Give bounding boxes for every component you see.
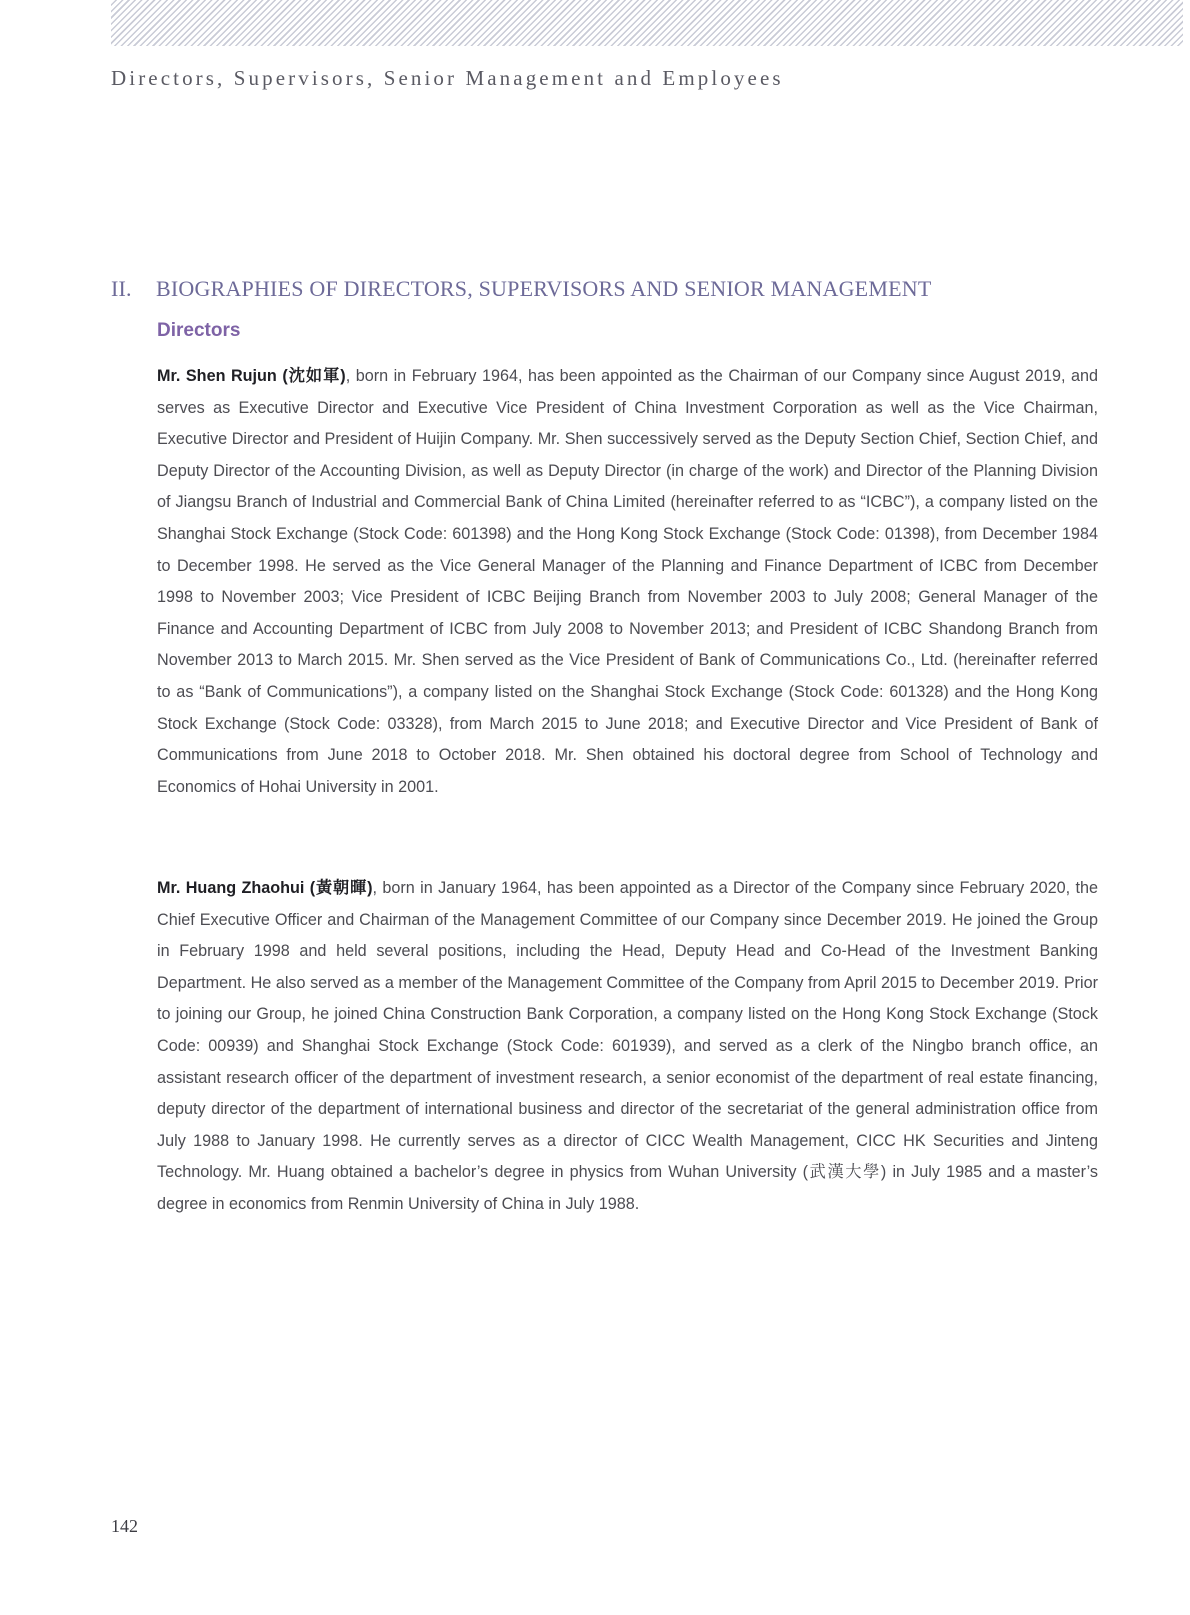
running-header: Directors, Supervisors, Senior Management and Employees: [111, 66, 784, 90]
header-hatch-band: [111, 0, 1183, 46]
subsection-title: Directors: [157, 320, 241, 341]
biography-name: Mr. Huang Zhaohui (黃朝暉): [157, 879, 373, 897]
section-number: II.: [111, 276, 132, 301]
biography-text: , born in February 1964, has been appointed as the Chairman of our Company since August 2019, and serves as Executive Director and Executive Vice President of China Investment Corporation as well as the Vice Chairman, Executive Director and President of Huijin Company. Mr. Shen successively served as the Deputy Section Chief, Section Chief, and Deputy Director of the Accounting Division, as well as Deputy Director (in charge of the work) and Director of the Planning Division of Jiangsu Branch of Industrial and Commercial Bank of China Limited (hereinafter referred to as “ICBC”), a company listed on the Shanghai Stock Exchange (Stock Code: 601398) and the Hong Kong Stock Exchange (Stock Code: 01398), from December 1984 to December 1998. He served as the Vice General Manager of the Planning and Finance Department of ICBC from December 1998 to November 2003; Vice President of ICBC Beijing Branch from November 2003 to July 2008; General Manager of the Finance and Accounting Department of ICBC from July 2008 to November 2013; and President of ICBC Shandong Branch from November 2013 to March 2015. Mr. Shen served as the Vice President of Bank of Communications Co., Ltd. (hereinafter referred to as “Bank of Communications”), a company listed on the Shanghai Stock Exchange (Stock Code: 601328) and the Hong Kong Stock Exchange (Stock Code: 03328), from March 2015 to June 2018; and Executive Director and Vice President of Bank of Communications from June 2018 to October 2018. Mr. Shen obtained his doctoral degree from School of Technology and Economics of Hohai University in 2001.: [157, 367, 1098, 796]
biography-text: , born in January 1964, has been appointed as a Director of the Company since February 2020, the Chief Executive Officer and Chairman of the Management Committee of our Company since December 2019. He joined the Group in February 1998 and held several positions, including the Head, Deputy Head and Co-Head of the Investment Banking Department. He also served as a member of the Management Committee of the Company from April 2015 to December 2019. Prior to joining our Group, he joined China Construction Bank Corporation, a company listed on the Hong Kong Stock Exchange (Stock Code: 00939) and Shanghai Stock Exchange (Stock Code: 601939), and served as a clerk of the Ningbo branch office, an assistant research officer of the department of investment research, a senior economist of the department of real estate financing, deputy director of the department of international business and director of the secretariat of the general administration office from July 1988 to January 1998. He currently serves as a director of CICC Wealth Management, CICC HK Securities and Jinteng Technology. Mr. Huang obtained a bachelor’s degree in physics from Wuhan University (武漢大學) in July 1985 and a master’s degree in economics from Renmin University of China in July 1988.: [157, 879, 1098, 1213]
page-number: 142: [111, 1516, 138, 1536]
biography-paragraph: [157, 873, 1098, 1221]
section-title: BIOGRAPHIES OF DIRECTORS, SUPERVISORS AND SENIOR MANAGEMENT: [156, 276, 932, 301]
section-heading: [111, 276, 931, 302]
biography-paragraph: [157, 361, 1098, 803]
biography-name: Mr. Shen Rujun (沈如軍): [157, 367, 346, 385]
